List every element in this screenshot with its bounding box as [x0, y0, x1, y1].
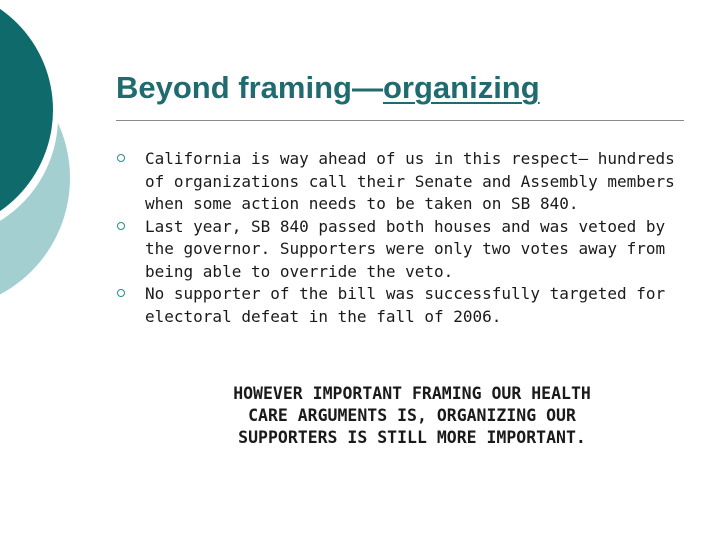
emphasis-statement [122, 383, 702, 449]
title-prefix: Beyond framing— [116, 70, 383, 105]
bullet-list [117, 148, 687, 328]
emphasis-line: SUPPORTERS IS STILL MORE IMPORTANT. [238, 428, 586, 447]
slide-title [116, 70, 540, 106]
bullet-item [117, 148, 687, 216]
bullet-item [117, 283, 687, 328]
bullet-item [117, 216, 687, 284]
ring-bullet-icon [117, 222, 125, 230]
ring-bullet-icon [117, 289, 125, 297]
bullet-text: No supporter of the bill was successfully targeted for electoral defeat in the fall of 2006. [145, 284, 666, 326]
ring-bullet-icon [117, 154, 125, 162]
title-divider [116, 120, 684, 121]
bullet-text: California is way ahead of us in this respect— hundreds of organizations call their Senate and Assembly members when some action needs to be taken on SB 840. [145, 149, 675, 213]
title-underlined-word: organizing [382, 70, 540, 105]
bullet-text: Last year, SB 840 passed both houses and was vetoed by the governor. Supporters were only two votes away from being able to override the veto. [145, 216, 666, 281]
decorative-circles [0, 0, 120, 300]
emphasis-line: HOWEVER IMPORTANT FRAMING OUR HEALTH [233, 384, 591, 403]
emphasis-line: CARE ARGUMENTS IS, ORGANIZING OUR [248, 406, 576, 425]
